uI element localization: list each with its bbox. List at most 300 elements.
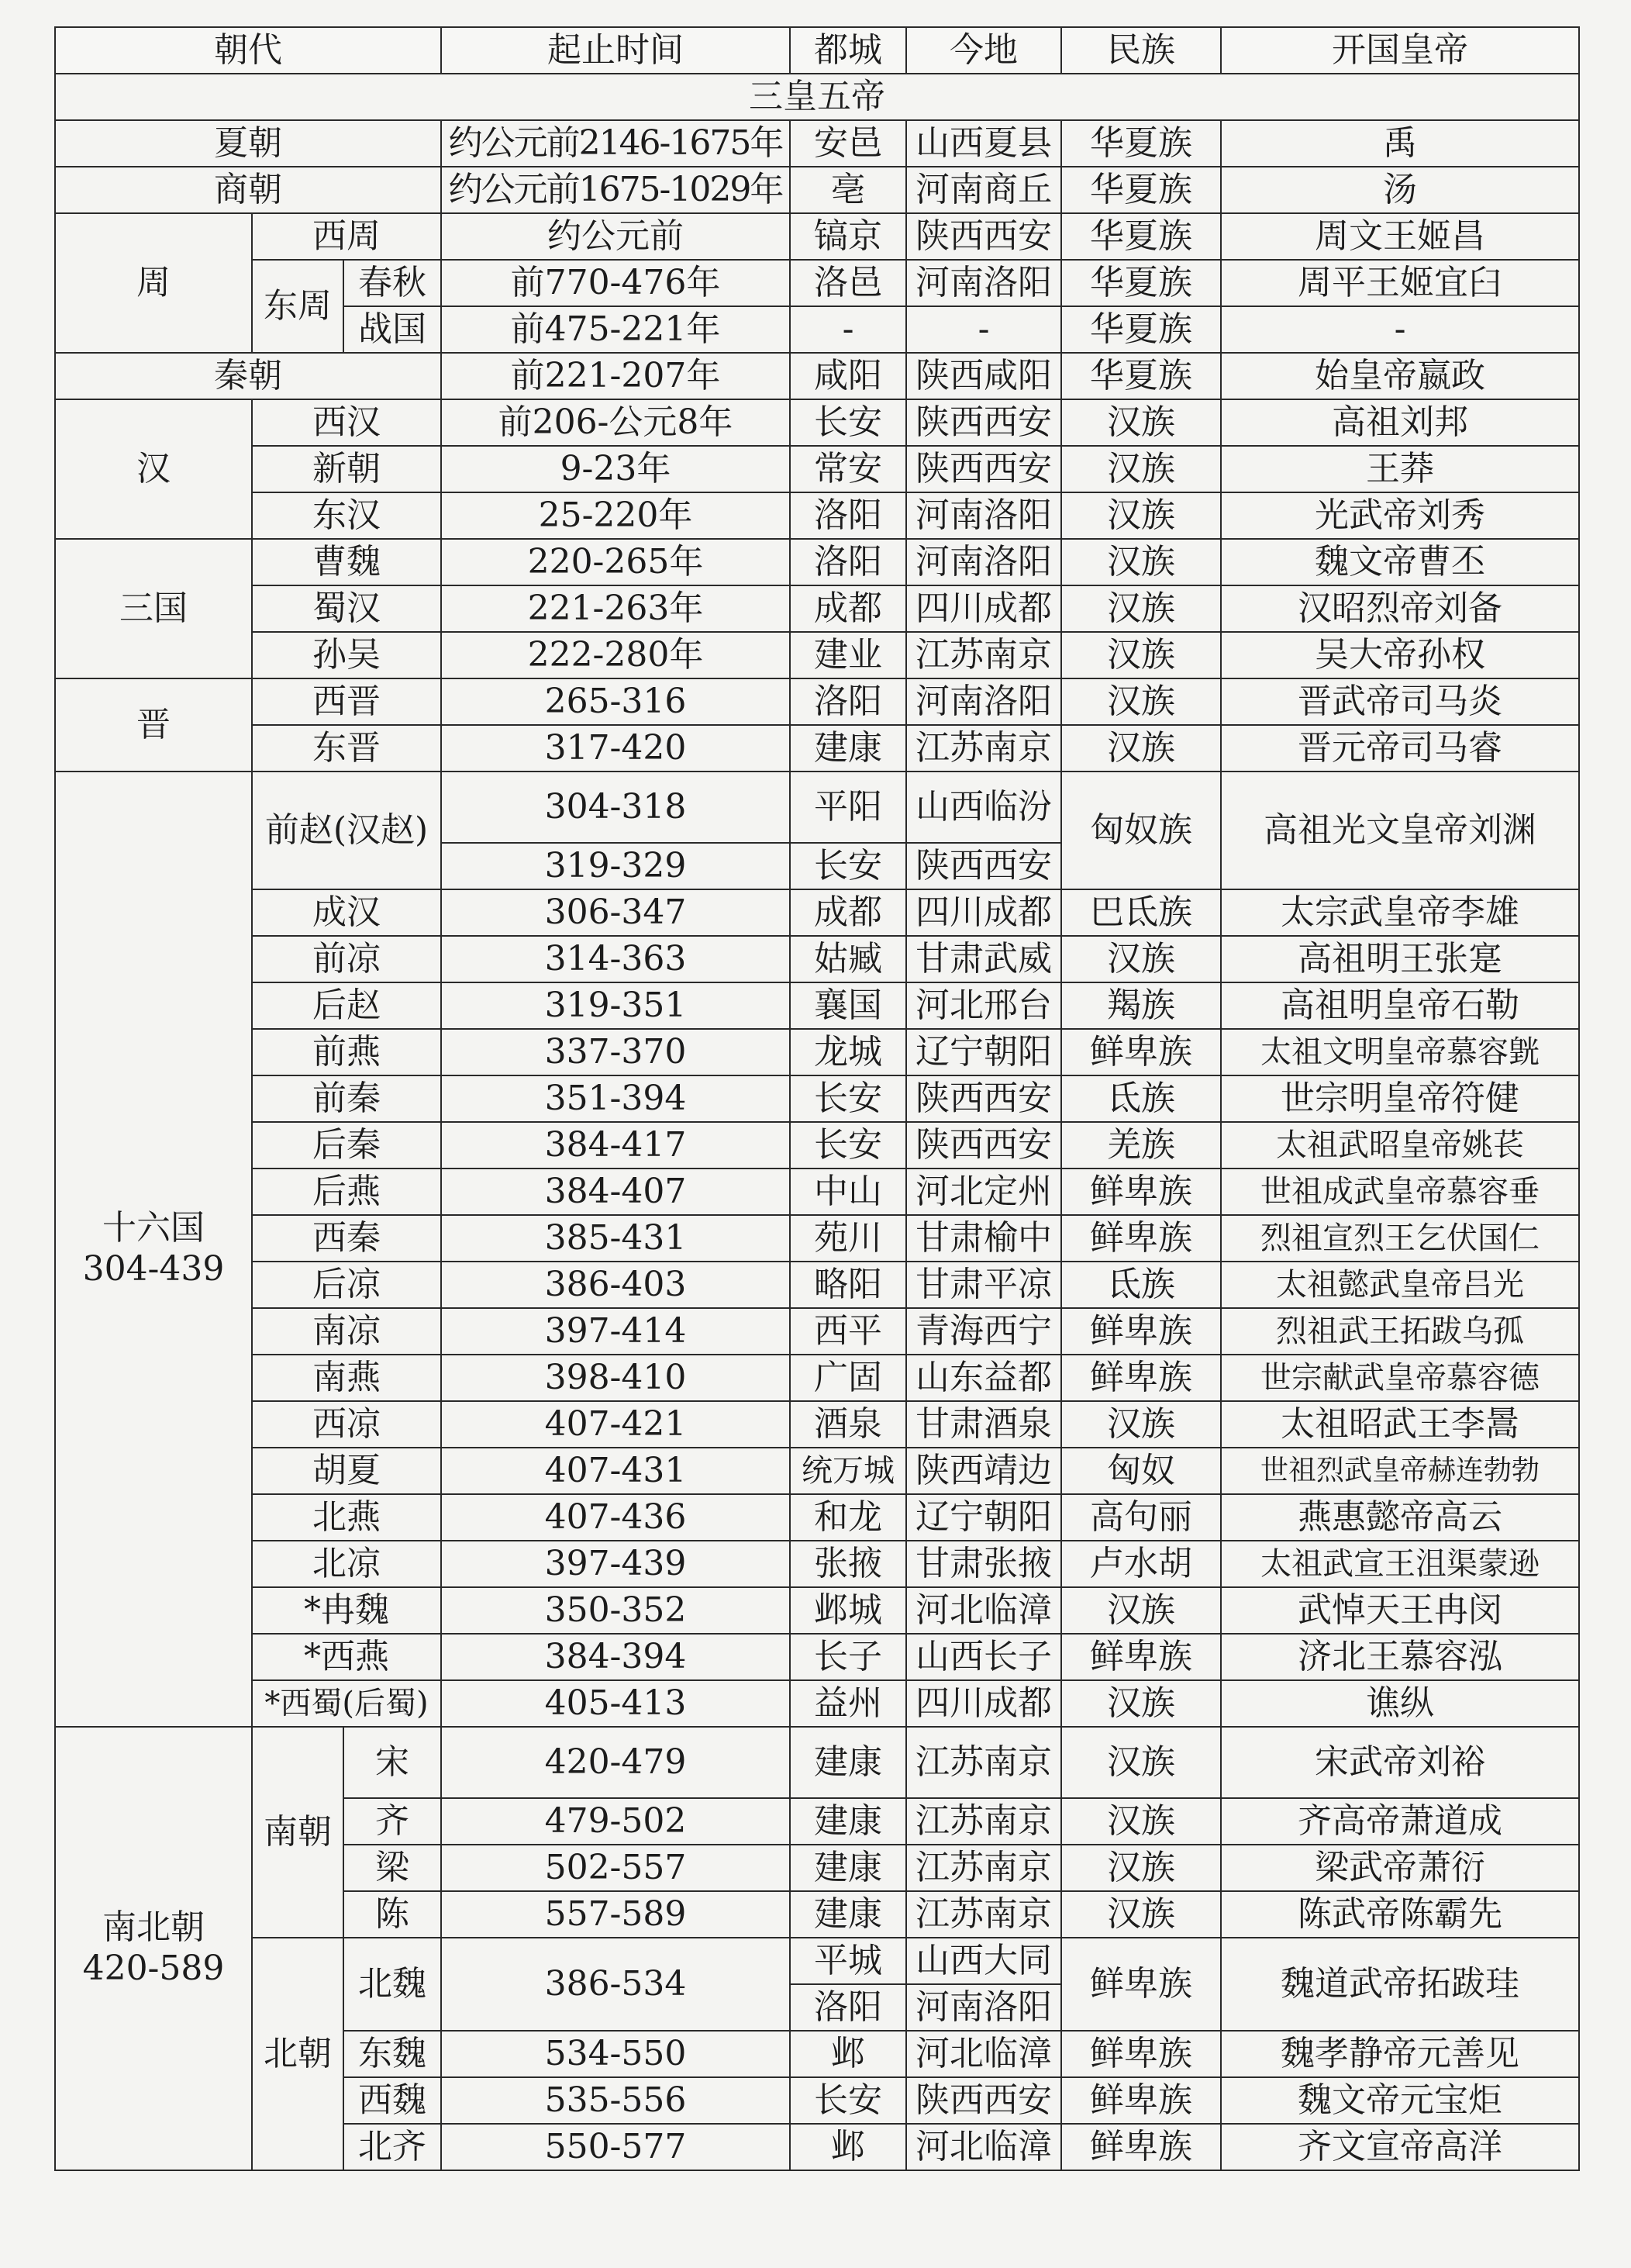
subgroup-dongzhou: 东周: [252, 260, 343, 353]
table-row: [55, 585, 1579, 632]
location-cell: 甘肃榆中: [906, 1215, 1061, 1262]
dynasty-name: 西晋: [252, 678, 441, 725]
capital-cell: 邺城: [790, 1587, 906, 1634]
dynasty-name: 前赵(汉赵): [252, 772, 441, 889]
capital-cell: 统万城: [790, 1448, 906, 1494]
group-span: 420-589: [82, 1949, 225, 1988]
table-row: [55, 632, 1579, 678]
dynasty-name: 西汉: [252, 399, 441, 446]
dynasty-name: 西秦: [252, 1215, 441, 1262]
period-cell: 222-280年: [441, 632, 790, 678]
location-cell: 甘肃酒泉: [906, 1401, 1061, 1448]
dynasty-name: 南燕: [252, 1355, 441, 1401]
dynasty-name: 成汉: [252, 889, 441, 936]
ethnicity-cell: 汉族: [1061, 446, 1221, 492]
capital-cell: 建康: [790, 1727, 906, 1798]
period-cell: 约公元前1675-1029年: [441, 167, 790, 213]
founder-cell: 吴大帝孙权: [1221, 632, 1579, 678]
capital-cell: 咸阳: [790, 353, 906, 399]
location-cell: 甘肃武威: [906, 936, 1061, 982]
location-cell: 山西大同: [906, 1938, 1061, 1984]
capital-cell: 常安: [790, 446, 906, 492]
ethnicity-cell: 汉族: [1061, 1798, 1221, 1845]
location-cell: 河北临漳: [906, 2031, 1061, 2077]
location-cell: 陕西靖边: [906, 1448, 1061, 1494]
dynasty-name: 夏朝: [55, 120, 441, 167]
location-cell: 河南商丘: [906, 167, 1061, 213]
period-cell: 405-413: [441, 1680, 790, 1727]
ethnicity-cell: 华夏族: [1061, 353, 1221, 399]
period-cell: 前475-221年: [441, 306, 790, 353]
ethnicity-cell: 华夏族: [1061, 213, 1221, 260]
table-row: [55, 1401, 1579, 1448]
dynasty-name: 陈: [343, 1891, 441, 1938]
capital-cell: 平城: [790, 1938, 906, 1984]
ethnicity-cell: 匈奴: [1061, 1448, 1221, 1494]
founder-cell: 高祖刘邦: [1221, 399, 1579, 446]
location-cell: 江苏南京: [906, 1798, 1061, 1845]
founder-cell: 晋武帝司马炎: [1221, 678, 1579, 725]
founder-cell: 魏孝静帝元善见: [1221, 2031, 1579, 2077]
table-row: [55, 353, 1579, 399]
capital-cell: 建康: [790, 725, 906, 772]
location-cell: 陕西西安: [906, 399, 1061, 446]
period-cell: 407-421: [441, 1401, 790, 1448]
capital-cell: 洛阳: [790, 492, 906, 539]
dynasty-group-sanguo: 三国: [55, 539, 252, 678]
period-cell: 557-589: [441, 1891, 790, 1938]
ethnicity-cell: 氐族: [1061, 1262, 1221, 1308]
header-capital: 都城: [790, 27, 906, 74]
ethnicity-cell: 汉族: [1061, 632, 1221, 678]
group-name: 南北朝: [102, 1907, 205, 1948]
dynasty-name: 北齐: [343, 2124, 441, 2170]
period-cell: 407-431: [441, 1448, 790, 1494]
capital-cell: 平阳: [790, 772, 906, 843]
period-cell: 306-347: [441, 889, 790, 936]
ethnicity-cell: 汉族: [1061, 1845, 1221, 1891]
group-name: 十六国: [102, 1208, 205, 1248]
ethnicity-cell: 鲜卑族: [1061, 1029, 1221, 1075]
location-cell: 河南洛阳: [906, 678, 1061, 725]
table-row: [55, 1587, 1579, 1634]
location-cell: 河北定州: [906, 1169, 1061, 1215]
period-cell: 384-417: [441, 1122, 790, 1169]
period-cell: 384-394: [441, 1634, 790, 1680]
location-cell: 四川成都: [906, 585, 1061, 632]
dynasty-name: 北燕: [252, 1494, 441, 1541]
period-cell: 前770-476年: [441, 260, 790, 306]
capital-cell: 略阳: [790, 1262, 906, 1308]
location-cell: 江苏南京: [906, 1727, 1061, 1798]
founder-cell: 世宗献武皇帝慕容德: [1221, 1355, 1579, 1401]
location-cell: 河南洛阳: [906, 492, 1061, 539]
ethnicity-cell: 匈奴族: [1061, 772, 1221, 889]
ethnicity-cell: 汉族: [1061, 585, 1221, 632]
ethnicity-cell: 鲜卑族: [1061, 1169, 1221, 1215]
founder-cell: -: [1221, 306, 1579, 353]
dynasty-name: 东魏: [343, 2031, 441, 2077]
period-cell: 9-23年: [441, 446, 790, 492]
period-cell: 约公元前: [441, 213, 790, 260]
location-cell: 山西长子: [906, 1634, 1061, 1680]
dynasty-name: 曹魏: [252, 539, 441, 585]
dynasty-name: *西蜀(后蜀): [252, 1680, 441, 1727]
capital-cell: 龙城: [790, 1029, 906, 1075]
table-row: [55, 1448, 1579, 1494]
capital-cell: 建业: [790, 632, 906, 678]
dynasty-table: [54, 26, 1580, 2171]
header-row: [55, 27, 1579, 74]
founder-cell: 世祖烈武皇帝赫连勃勃: [1221, 1448, 1579, 1494]
ethnicity-cell: 华夏族: [1061, 120, 1221, 167]
period-cell: 317-420: [441, 725, 790, 772]
period-cell: 337-370: [441, 1029, 790, 1075]
capital-cell: 姑臧: [790, 936, 906, 982]
capital-cell: 襄国: [790, 982, 906, 1029]
ethnicity-cell: 鲜卑族: [1061, 1938, 1221, 2031]
header-dynasty: 朝代: [55, 27, 441, 74]
dynasty-name: 东汉: [252, 492, 441, 539]
table-row: [55, 1634, 1579, 1680]
dynasty-name: 秦朝: [55, 353, 441, 399]
table-row: [55, 1355, 1579, 1401]
founder-cell: 高祖明王张寔: [1221, 936, 1579, 982]
capital-cell: 邺: [790, 2031, 906, 2077]
founder-cell: 晋元帝司马睿: [1221, 725, 1579, 772]
table-row: [55, 120, 1579, 167]
capital-cell: 成都: [790, 585, 906, 632]
dynasty-name: 蜀汉: [252, 585, 441, 632]
ethnicity-cell: 汉族: [1061, 1727, 1221, 1798]
dynasty-name: 商朝: [55, 167, 441, 213]
dynasty-group-han: 汉: [55, 399, 252, 539]
location-cell: 四川成都: [906, 889, 1061, 936]
dynasty-name: 东晋: [252, 725, 441, 772]
ethnicity-cell: 鲜卑族: [1061, 2124, 1221, 2170]
dynasty-group-jin: 晋: [55, 678, 252, 772]
founder-cell: 周文王姬昌: [1221, 213, 1579, 260]
header-founder: 开国皇帝: [1221, 27, 1579, 74]
location-cell: 河南洛阳: [906, 260, 1061, 306]
founder-cell: 燕惠懿帝高云: [1221, 1494, 1579, 1541]
period-cell: 550-577: [441, 2124, 790, 2170]
dynasty-name: 前秦: [252, 1075, 441, 1122]
period-cell: 420-479: [441, 1727, 790, 1798]
capital-cell: 建康: [790, 1891, 906, 1938]
capital-cell: 中山: [790, 1169, 906, 1215]
founder-cell: 齐高帝萧道成: [1221, 1798, 1579, 1845]
ethnicity-cell: 华夏族: [1061, 167, 1221, 213]
capital-cell: 建康: [790, 1845, 906, 1891]
location-cell: 江苏南京: [906, 1891, 1061, 1938]
ethnicity-cell: 汉族: [1061, 492, 1221, 539]
dynasty-group-nanbeichao: [55, 1727, 252, 2170]
location-cell: 山东益都: [906, 1355, 1061, 1401]
dynasty-name: 后秦: [252, 1122, 441, 1169]
dynasty-table-sheet: [54, 26, 1578, 2171]
dynasty-name: 西周: [252, 213, 441, 260]
capital-cell: 益州: [790, 1680, 906, 1727]
period-cell: 398-410: [441, 1355, 790, 1401]
ethnicity-cell: 汉族: [1061, 539, 1221, 585]
founder-cell: 宋武帝刘裕: [1221, 1727, 1579, 1798]
period-cell: 385-431: [441, 1215, 790, 1262]
dynasty-name: 战国: [343, 306, 441, 353]
capital-cell: 洛阳: [790, 539, 906, 585]
table-row: [55, 678, 1579, 725]
table-row: [55, 213, 1579, 260]
subgroup-beichao: 北朝: [252, 1938, 343, 2170]
table-row: [55, 982, 1579, 1029]
location-cell: 河南洛阳: [906, 539, 1061, 585]
table-row: [55, 167, 1579, 213]
header-location: 今地: [906, 27, 1061, 74]
location-cell: 河北临漳: [906, 2124, 1061, 2170]
period-cell: 407-436: [441, 1494, 790, 1541]
dynasty-name: *西燕: [252, 1634, 441, 1680]
location-cell: 辽宁朝阳: [906, 1029, 1061, 1075]
capital-cell: 长安: [790, 843, 906, 889]
ethnicity-cell: 氐族: [1061, 1075, 1221, 1122]
dynasty-name: 胡夏: [252, 1448, 441, 1494]
table-row: [55, 539, 1579, 585]
location-cell: 辽宁朝阳: [906, 1494, 1061, 1541]
founder-cell: 武悼天王冉闵: [1221, 1587, 1579, 1634]
period-cell: 约公元前2146-1675年: [441, 120, 790, 167]
founder-cell: 太祖武宣王沮渠蒙逊: [1221, 1541, 1579, 1587]
capital-cell: 长安: [790, 2077, 906, 2124]
period-cell: 534-550: [441, 2031, 790, 2077]
period-cell: 221-263年: [441, 585, 790, 632]
founder-cell: 谯纵: [1221, 1680, 1579, 1727]
ethnicity-cell: 巴氐族: [1061, 889, 1221, 936]
location-cell: 山西夏县: [906, 120, 1061, 167]
period-cell: 502-557: [441, 1845, 790, 1891]
founder-cell: 济北王慕容泓: [1221, 1634, 1579, 1680]
table-row: [55, 492, 1579, 539]
location-cell: 山西临汾: [906, 772, 1061, 843]
founder-cell: 烈祖武王拓跋乌孤: [1221, 1308, 1579, 1355]
founder-cell: 魏道武帝拓跋珪: [1221, 1938, 1579, 2031]
location-cell: 甘肃张掖: [906, 1541, 1061, 1587]
period-cell: 386-534: [441, 1938, 790, 2031]
ethnicity-cell: 汉族: [1061, 1401, 1221, 1448]
founder-cell: 齐文宣帝高洋: [1221, 2124, 1579, 2170]
dynasty-name: *冉魏: [252, 1587, 441, 1634]
ethnicity-cell: 鲜卑族: [1061, 2077, 1221, 2124]
founder-cell: 梁武帝萧衍: [1221, 1845, 1579, 1891]
period-cell: 314-363: [441, 936, 790, 982]
location-cell: 陕西西安: [906, 1122, 1061, 1169]
ethnicity-cell: 汉族: [1061, 1587, 1221, 1634]
founder-cell: 太祖昭武王李暠: [1221, 1401, 1579, 1448]
ethnicity-cell: 汉族: [1061, 399, 1221, 446]
capital-cell: 长安: [790, 1075, 906, 1122]
location-cell: 陕西西安: [906, 213, 1061, 260]
location-cell: 陕西咸阳: [906, 353, 1061, 399]
capital-cell: 和龙: [790, 1494, 906, 1541]
capital-cell: 邺: [790, 2124, 906, 2170]
dynasty-name: 后燕: [252, 1169, 441, 1215]
table-row: [55, 260, 1579, 306]
ethnicity-cell: 华夏族: [1061, 306, 1221, 353]
period-cell: 397-439: [441, 1541, 790, 1587]
capital-cell: 长安: [790, 1122, 906, 1169]
founder-cell: 王莽: [1221, 446, 1579, 492]
capital-cell: 酒泉: [790, 1401, 906, 1448]
dynasty-name: 南凉: [252, 1308, 441, 1355]
dynasty-group-zhou: 周: [55, 213, 252, 353]
ethnicity-cell: 汉族: [1061, 1891, 1221, 1938]
capital-cell: 西平: [790, 1308, 906, 1355]
period-cell: 384-407: [441, 1169, 790, 1215]
location-cell: 甘肃平凉: [906, 1262, 1061, 1308]
capital-cell: 广固: [790, 1355, 906, 1401]
ethnicity-cell: 卢水胡: [1061, 1541, 1221, 1587]
ethnicity-cell: 汉族: [1061, 725, 1221, 772]
location-cell: 河南洛阳: [906, 1984, 1061, 2031]
capital-cell: 长安: [790, 399, 906, 446]
founder-cell: 汤: [1221, 167, 1579, 213]
table-row: [55, 1541, 1579, 1587]
table-row: [55, 889, 1579, 936]
table-row: [55, 1727, 1579, 1798]
capital-cell: 洛阳: [790, 1984, 906, 2031]
table-row: [55, 1938, 1579, 1984]
capital-cell: 安邑: [790, 120, 906, 167]
ethnicity-cell: 羯族: [1061, 982, 1221, 1029]
ethnicity-cell: 鲜卑族: [1061, 1355, 1221, 1401]
period-cell: 前206-公元8年: [441, 399, 790, 446]
founder-cell: 烈祖宣烈王乞伏国仁: [1221, 1215, 1579, 1262]
ethnicity-cell: 鲜卑族: [1061, 2031, 1221, 2077]
founder-cell: 魏文帝曹丕: [1221, 539, 1579, 585]
period-cell: 535-556: [441, 2077, 790, 2124]
location-cell: 江苏南京: [906, 632, 1061, 678]
sanhuang-row: [55, 74, 1579, 120]
dynasty-name: 北凉: [252, 1541, 441, 1587]
table-row: [55, 1075, 1579, 1122]
dynasty-name: 梁: [343, 1845, 441, 1891]
dynasty-name: 西魏: [343, 2077, 441, 2124]
period-cell: 386-403: [441, 1262, 790, 1308]
dynasty-name: 后凉: [252, 1262, 441, 1308]
capital-cell: 张掖: [790, 1541, 906, 1587]
period-cell: 25-220年: [441, 492, 790, 539]
table-row: [55, 446, 1579, 492]
location-cell: -: [906, 306, 1061, 353]
capital-cell: 成都: [790, 889, 906, 936]
table-row: [55, 1029, 1579, 1075]
ethnicity-cell: 鲜卑族: [1061, 1215, 1221, 1262]
capital-cell: 洛阳: [790, 678, 906, 725]
period-cell: 350-352: [441, 1587, 790, 1634]
dynasty-name: 孙吴: [252, 632, 441, 678]
founder-cell: 周平王姬宜臼: [1221, 260, 1579, 306]
ethnicity-cell: 鲜卑族: [1061, 1308, 1221, 1355]
table-row: [55, 1308, 1579, 1355]
dynasty-name: 前凉: [252, 936, 441, 982]
group-span: 304-439: [82, 1249, 225, 1289]
dynasty-name: 新朝: [252, 446, 441, 492]
dynasty-name: 北魏: [343, 1938, 441, 2031]
ethnicity-cell: 汉族: [1061, 936, 1221, 982]
table-row: [55, 399, 1579, 446]
table-row: [55, 936, 1579, 982]
founder-cell: 陈武帝陈霸先: [1221, 1891, 1579, 1938]
founder-cell: 太宗武皇帝李雄: [1221, 889, 1579, 936]
table-row: [55, 1169, 1579, 1215]
dynasty-group-shiliuguo: [55, 772, 252, 1727]
period-cell: 479-502: [441, 1798, 790, 1845]
ethnicity-cell: 鲜卑族: [1061, 1634, 1221, 1680]
founder-cell: 太祖武昭皇帝姚苌: [1221, 1122, 1579, 1169]
capital-cell: 苑川: [790, 1215, 906, 1262]
location-cell: 江苏南京: [906, 1845, 1061, 1891]
table-row: [55, 1122, 1579, 1169]
founder-cell: 太祖懿武皇帝吕光: [1221, 1262, 1579, 1308]
table-row: [55, 1262, 1579, 1308]
subgroup-nanchao: 南朝: [252, 1727, 343, 1938]
location-cell: 陕西西安: [906, 2077, 1061, 2124]
ethnicity-cell: 羌族: [1061, 1122, 1221, 1169]
capital-cell: 长子: [790, 1634, 906, 1680]
ethnicity-cell: 汉族: [1061, 1680, 1221, 1727]
founder-cell: 光武帝刘秀: [1221, 492, 1579, 539]
founder-cell: 世祖成武皇帝慕容垂: [1221, 1169, 1579, 1215]
dynasty-name: 春秋: [343, 260, 441, 306]
sanhuang-cell: 三皇五帝: [55, 74, 1579, 120]
founder-cell: 太祖文明皇帝慕容皝: [1221, 1029, 1579, 1075]
founder-cell: 魏文帝元宝炬: [1221, 2077, 1579, 2124]
location-cell: 河北临漳: [906, 1587, 1061, 1634]
location-cell: 河北邢台: [906, 982, 1061, 1029]
period-cell: 304-318: [441, 772, 790, 843]
period-cell: 319-351: [441, 982, 790, 1029]
founder-cell: 世宗明皇帝符健: [1221, 1075, 1579, 1122]
table-row: [55, 772, 1579, 843]
location-cell: 陕西西安: [906, 446, 1061, 492]
dynasty-name: 齐: [343, 1798, 441, 1845]
founder-cell: 汉昭烈帝刘备: [1221, 585, 1579, 632]
table-row: [55, 1494, 1579, 1541]
dynasty-name: 宋: [343, 1727, 441, 1798]
table-row: [55, 1680, 1579, 1727]
location-cell: 四川成都: [906, 1680, 1061, 1727]
dynasty-name: 前燕: [252, 1029, 441, 1075]
founder-cell: 高祖明皇帝石勒: [1221, 982, 1579, 1029]
table-row: [55, 1215, 1579, 1262]
ethnicity-cell: 汉族: [1061, 678, 1221, 725]
ethnicity-cell: 高句丽: [1061, 1494, 1221, 1541]
capital-cell: 洛邑: [790, 260, 906, 306]
location-cell: 陕西西安: [906, 1075, 1061, 1122]
location-cell: 江苏南京: [906, 725, 1061, 772]
period-cell: 319-329: [441, 843, 790, 889]
capital-cell: 亳: [790, 167, 906, 213]
location-cell: 陕西西安: [906, 843, 1061, 889]
header-period: 起止时间: [441, 27, 790, 74]
founder-cell: 始皇帝嬴政: [1221, 353, 1579, 399]
period-cell: 265-316: [441, 678, 790, 725]
period-cell: 前221-207年: [441, 353, 790, 399]
founder-cell: 禹: [1221, 120, 1579, 167]
capital-cell: -: [790, 306, 906, 353]
dynasty-name: 西凉: [252, 1401, 441, 1448]
location-cell: 青海西宁: [906, 1308, 1061, 1355]
capital-cell: 建康: [790, 1798, 906, 1845]
